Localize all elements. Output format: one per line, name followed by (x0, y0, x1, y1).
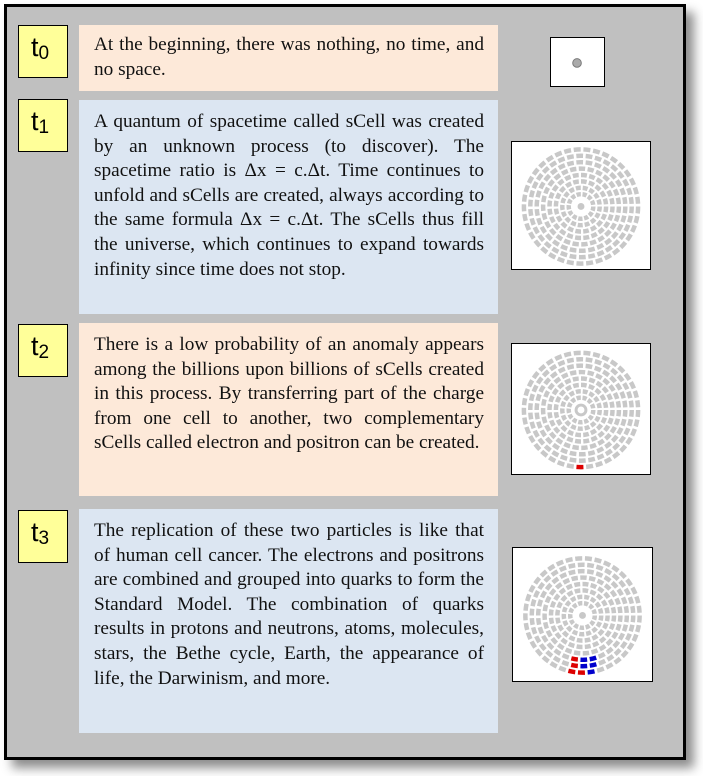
textbox-t0 (79, 25, 498, 91)
text-t3: The replication of these two particles is like that of human cell cancer. The electrons and positrons are combined and grouped into quarks to form the Standard Model. The combination of quarks results in protons and neutrons, atoms, molecules, stars, the Bethe cycle, Earth, the appearance of life, the Darwinism, and more. (94, 520, 484, 689)
scell-disk-icon (512, 142, 650, 269)
text-t1: A quantum of spacetime called sCell was created by an unknown process (to discover). The spacetime ratio is Δx = c.Δt. Time continues to unfold and sCells are created, always according to the same formula Δx = c.Δt. The sCells thus fill the universe, which continues to expand towards infinity since time does not stop. (94, 111, 484, 280)
text-t2: There is a low probability of an anomaly appears among the billions upon billions of sCells created in this process. By transferring part of the charge from one cell to another, two complementary sCells called electron and positron can be created. (94, 334, 484, 454)
scell-disk-electron-positron-icon (512, 344, 650, 474)
time-label-t1 (18, 99, 68, 152)
diagram-frame (4, 4, 686, 760)
label-subscript: 3 (38, 528, 50, 549)
textbox-t1 (79, 100, 498, 314)
time-label-t2 (18, 324, 68, 377)
label-t: t (31, 32, 39, 62)
time-label-t0 (18, 25, 68, 78)
label-subscript: 1 (38, 117, 50, 138)
label-t: t (31, 517, 39, 547)
image-t1-disk (511, 141, 651, 270)
label-t: t (31, 331, 39, 361)
image-t3-disk (512, 547, 653, 682)
dot-icon (551, 38, 604, 86)
label-subscript: 2 (38, 342, 50, 363)
textbox-t3 (79, 509, 498, 733)
image-t2-disk (511, 343, 651, 475)
time-label-t3 (18, 510, 68, 563)
image-t0-dot (550, 37, 605, 87)
text-t0: At the beginning, there was nothing, no time, and no space. (94, 34, 484, 80)
scell-disk-quarks-icon (513, 548, 652, 681)
label-subscript: 0 (38, 43, 50, 64)
label-t: t (31, 106, 39, 136)
textbox-t2 (79, 323, 498, 496)
